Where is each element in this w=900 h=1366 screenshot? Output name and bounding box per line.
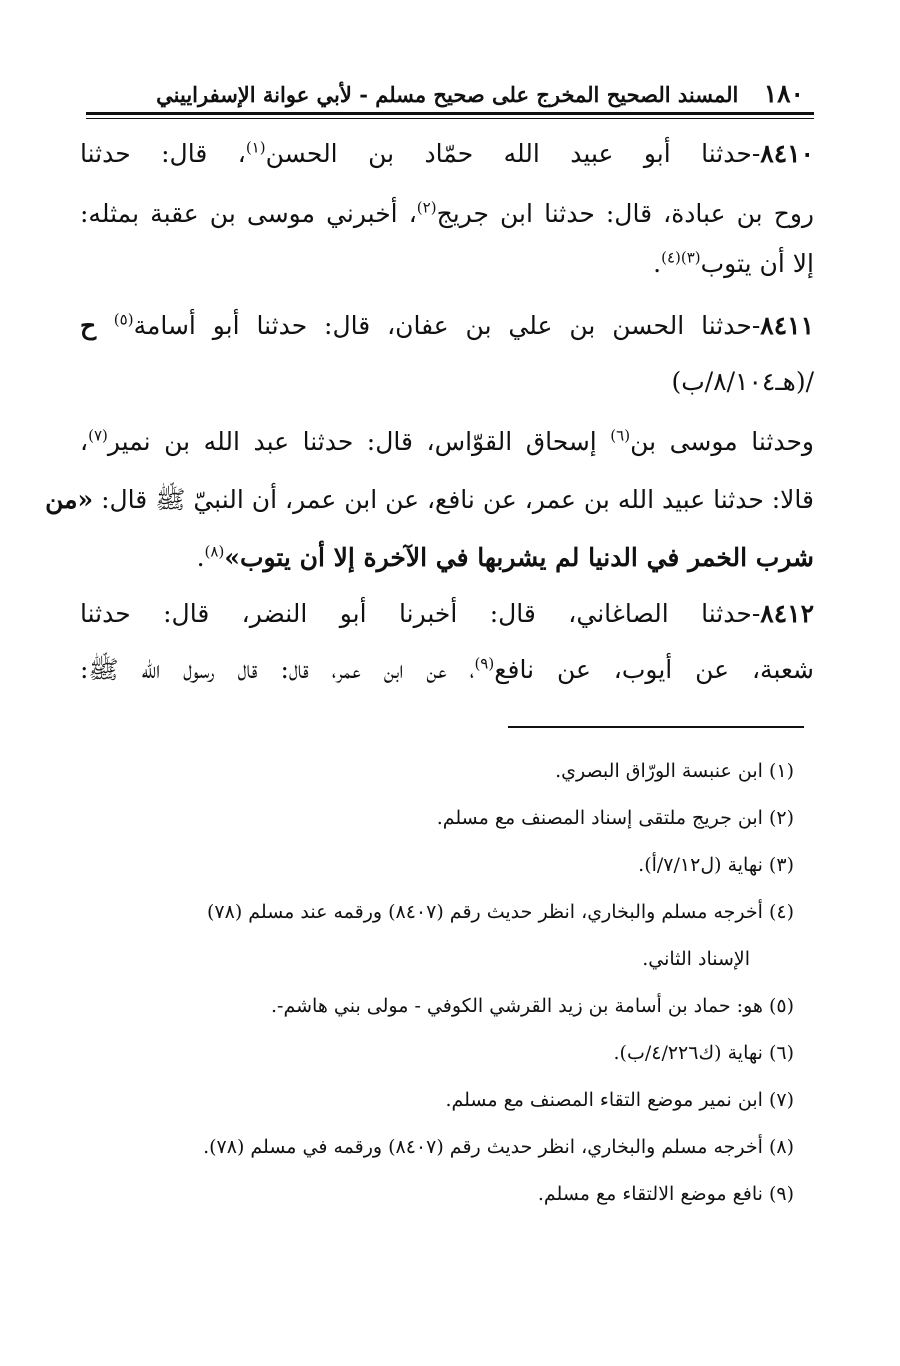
footnote-8: (٨) أخرجه مسلم والبخاري، انظر حديث رقم (٨٤٠٧) ورقمه في مسلم (٧٨). [203,1136,794,1158]
footnote-ref: (٧) [88,426,108,445]
hadith-8410-line-1 [80,134,814,174]
tahwil-marker: ح [80,311,114,340]
hadith-8410-line-3 [80,244,814,284]
footnote-4-continued: الإسناد الثاني. [642,948,750,970]
hadith-8411-line-5 [80,538,814,578]
hadith-number: ٨٤١٢ [760,599,814,628]
text-segment: ، عن ابن عمر، قال: قال رسول الله ﷺ: [80,655,475,684]
footnote-ref: (٩) [474,654,495,673]
hadith-8412-line-1 [80,594,814,634]
hadith-8410-line-2 [80,194,814,234]
running-title: المسند الصحيح المخرج على صحيح مسلم - لأبي عوانة الإسفراييني [156,82,739,107]
hadith-8411-line-2 [80,362,814,402]
footnote-ref: (٣)(٤) [661,248,701,267]
hadith-8411-line-4 [45,480,814,520]
hadith-number: ٨٤١٠ [760,139,814,168]
text-segment: قالا: حدثنا عبيد الله بن عمر، عن نافع، عن ابن عمر، أن النبيّ ﷺ قال: [93,485,814,514]
text-segment: -حدثنا الصاغاني، قال: أخبرنا أبو النضر، قال: حدثنا [80,599,761,628]
footnote-ref: (٦) [610,426,631,445]
text-segment: . [653,249,662,278]
footnote-3: (٣) نهاية (ل٧/١٢/أ). [638,854,794,876]
text-segment: إسحاق القوّاس، قال: حدثنا عبد الله بن نمير [107,427,611,456]
hadith-8412-line-2 [80,650,814,690]
page-number: ١٨٠ [763,79,804,108]
footnote-7: (٧) ابن نمير موضع التقاء المصنف مع مسلم. [445,1089,794,1111]
text-segment: شعبة، عن أيوب، عن نافع [494,655,814,684]
footnote-ref: (٥) [113,310,134,329]
manuscript-folio-ref: /(هـ٨/١٠٤/ب) [671,367,814,396]
text-segment: ، قال: حدثنا [80,139,246,168]
text-segment: وحدثنا موسى بن [630,427,814,456]
text-segment: روح بن عبادة، قال: حدثنا ابن جريج [436,199,815,228]
footnote-1: (١) ابن عنبسة الورّاق البصري. [555,760,794,782]
text-segment: ، [80,427,89,456]
header-rule-thin [86,118,814,119]
footnote-separator [508,726,804,728]
hadith-8411-line-3 [80,422,814,462]
header-rule-thick [86,112,814,115]
hadith-8411-line-1 [80,306,814,346]
footnote-ref: (٨) [204,542,225,561]
footnote-ref: (٢) [416,198,437,217]
hadith-matn: «من [45,485,94,514]
footnote-ref: (١) [245,138,266,157]
footnote-9: (٩) نافع موضع الالتقاء مع مسلم. [537,1183,794,1205]
footnote-2: (٢) ابن جريج ملتقى إسناد المصنف مع مسلم. [436,807,794,829]
text-segment: . [196,543,205,572]
text-segment: إلا أن يتوب [700,249,814,278]
hadith-matn: شرب الخمر في الدنيا لم يشربها في الآخرة إلا أن يتوب» [224,543,814,572]
running-header [86,76,804,112]
text-segment: ، أخبرني موسى بن عقبة بمثله: [80,199,417,228]
footnote-4: (٤) أخرجه مسلم والبخاري، انظر حديث رقم (٨٤٠٧) ورقمه عند مسلم (٧٨) [206,901,794,923]
text-segment: -حدثنا أبو عبيد الله حمّاد بن الحسن [265,139,761,168]
hadith-number: ٨٤١١ [760,311,814,340]
footnote-5: (٥) هو: حماد بن أسامة بن زيد القرشي الكوفي - مولى بني هاشم-. [271,995,794,1017]
text-segment: -حدثنا الحسن بن علي بن عفان، قال: حدثنا أبو أسامة [133,311,761,340]
footnote-6: (٦) نهاية (ك٤/٢٢٦/ب). [613,1042,794,1064]
